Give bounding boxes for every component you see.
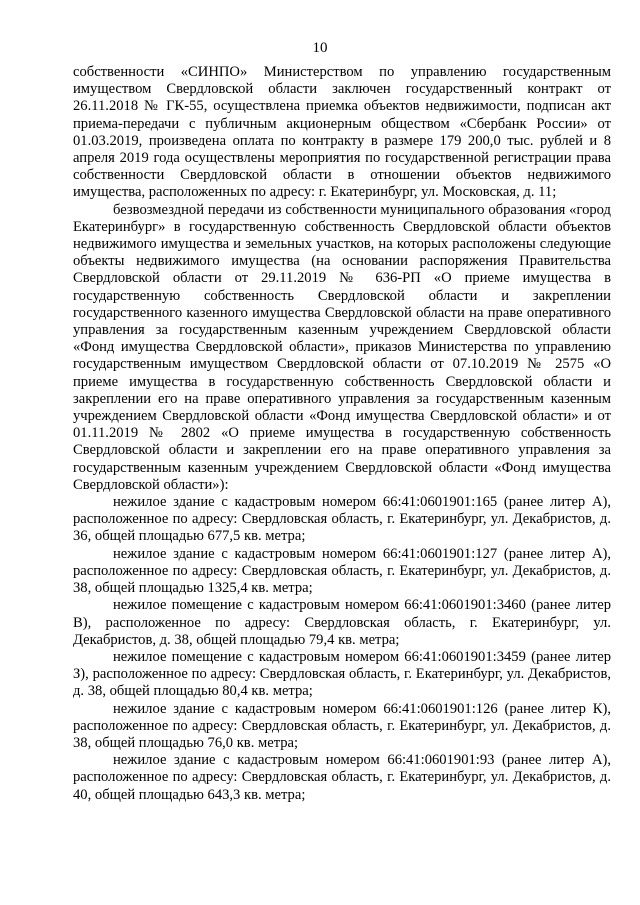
document-body	[73, 64, 611, 804]
list-item-building-126: нежилое здание с кадастровым номером 66:41:0601901:126 (ранее литер К), расположенное по адресу: Свердловская область, г. Екатеринбург, ул. Декабристов, д. 38, общей площадью 76,0 кв. метра;	[73, 700, 611, 751]
list-item-building-127: нежилое здание с кадастровым номером 66:41:0601901:127 (ранее литер А), расположенное по адресу: Свердловская область, г. Екатеринбург, ул. Декабристов, д. 38, общей площадью 1325,4 кв. метра;	[73, 545, 611, 597]
list-item-premises-3459: нежилое помещение с кадастровым номером 66:41:0601901:3459 (ранее литер З), расположенное по адресу: Свердловская область, г. Екатеринбург, ул. Декабристов, д. 38, общей площадью 80,4 кв. метра;	[73, 648, 611, 700]
list-item-premises-3460: нежилое помещение с кадастровым номером 66:41:0601901:3460 (ранее литер В), расположенное по адресу: Свердловская область, г. Екатеринбург, ул. Декабристов, д. 38, общей площадью 79,4 кв. метра;	[73, 597, 611, 648]
list-item-building-93: нежилое здание с кадастровым номером 66:41:0601901:93 (ранее литер А), расположенное по адресу: Свердловская область, г. Екатеринбург, ул. Декабристов, д. 40, общей площадью 643,3 кв. метра;	[73, 752, 611, 803]
paragraph-transfer-intro: безвозмездной передачи из собственности муниципального образования «город Екатеринбург» в государственную собственность Свердловской области объектов недвижимого имущества и земельных участков, на которых расположены следующие объекты недвижимого имущества (на основании распоряжения Правительства Свердловской области от 29.11.2019 № 636-РП «О приеме имущества в государственную собственность Свердловской области и закреплении государственного казенного имущества Свердловской области на праве оперативного управления за государственным казенным учреждением Свердловской области «Фонд имущества Свердловской области», приказов Министерства по управлению государственным имуществом Свердловской области от 07.10.2019 № 2575 «О приеме имущества в государственную собственность Свердловской области и закреплении его на праве оперативного управления за государственным казенным учреждением Свердловской области «Фонд имущества Свердловской области» и от 01.11.2019 № 2802 «О приеме имущества в государственную собственность Свердловской области и закреплении его на праве оперативного управления за государственным казенным учреждением Свердловской области «Фонд имущества Свердловской области»):	[73, 201, 611, 493]
page-number: 10	[312, 40, 328, 56]
paragraph-property-purchase: собственности «СИНПО» Министерством по управлению государственным имуществом Свердловской области заключен государственный контракт от 26.11.2018 № ГК-55, осуществлена приемка объектов недвижимости, подписан акт приема-передачи с публичным акционерным обществом «Сбербанк России» от 01.03.2019, произведена оплата по контракту в размере 179 200,0 тыс. рублей и 8 апреля 2019 года осуществлены мероприятия по государственной регистрации права собственности Свердловской области в отношении объектов недвижимого имущества, расположенных по адресу: г. Екатеринбург, ул. Московская, д. 11;	[73, 64, 611, 201]
list-item-building-165: нежилое здание с кадастровым номером 66:41:0601901:165 (ранее литер А), расположенное по адресу: Свердловская область, г. Екатеринбург, ул. Декабристов, д. 36, общей площадью 677,5 кв. метра;	[73, 494, 611, 545]
